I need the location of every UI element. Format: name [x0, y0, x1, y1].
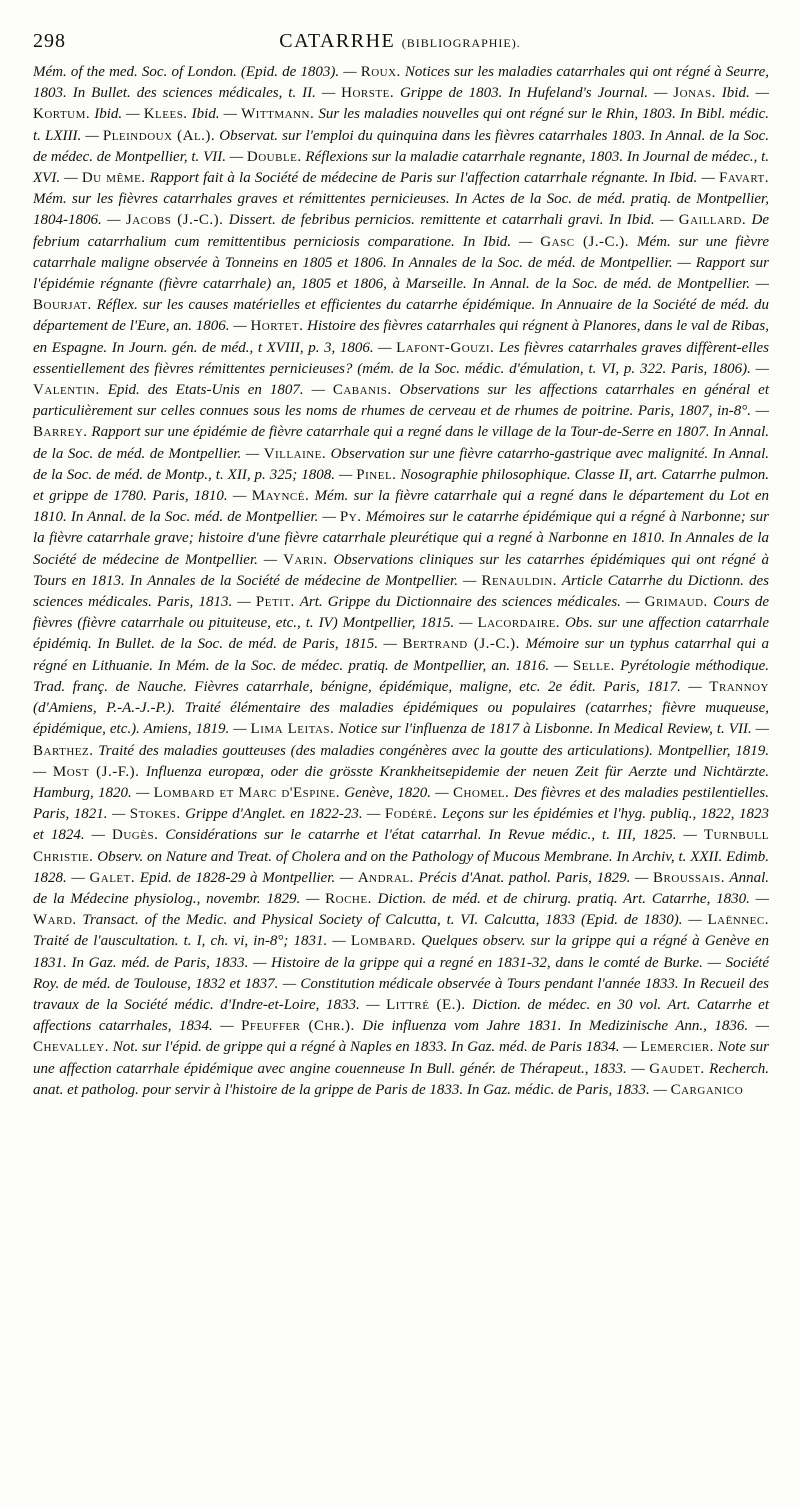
citation-text: Ibid. —: [90, 106, 144, 123]
citation-text: Art. Grippe du Dictionnaire des sciences médicales. —: [294, 594, 645, 611]
citation-text: Mém. sur une fièvre catarrhale maligne observée à Tonneins en 1805 et 1806. In Annales de la Soc. de méd. de Montpellier. — Rapport sur l'épidémie régnante (fièvre catarrhale) an, 1805 et 1806, à Marseille. In Annal. de la Soc. de méd. de Montpellier. —: [33, 233, 769, 293]
citation-text: Dissert. de febribus pernicios. remittente et catarrhali gravi. In Ibid. —: [223, 212, 679, 229]
author-name: Pleindoux (Al.).: [102, 127, 216, 144]
author-name: Gasc (J.-C.).: [540, 233, 630, 250]
citation-text: Ibid. —: [187, 106, 242, 123]
author-name: Roux.: [360, 64, 401, 80]
citation-text: Réflexions sur la maladie catarrhale regnante, 1803. In Journal de médec., t. XVI. —: [33, 148, 770, 187]
author-name: Roche.: [325, 890, 372, 907]
citation-text: Grippe de 1803. In Hufeland's Journal. —: [394, 85, 674, 102]
author-name: Pfeuffer (Chr.).: [241, 1018, 355, 1035]
author-name: Trannoy: [709, 678, 769, 695]
author-name: Bertrand (J.-C.).: [402, 636, 520, 653]
author-name: Laënnec.: [707, 912, 769, 929]
citation-text: Précis d'Anat. pathol. Paris, 1829. —: [413, 869, 654, 886]
author-name: Bourjat.: [33, 297, 92, 314]
author-name: Lombard et Marc d'Espine.: [153, 784, 340, 801]
citation-text: Genève, 1820. —: [339, 784, 453, 801]
citation-text: Rapport fait à la Société de médecine de Paris sur l'affection catarrhale régnante. In Ibid. —: [145, 170, 719, 187]
citation-text: Die influenza vom Jahre 1831. In Medizinische Ann., 1836. —: [354, 1018, 769, 1035]
author-name: Andral.: [357, 869, 414, 886]
citation-text: Sur les maladies nouvelles qui ont régné sur le Rhin, 1803. In Bibl. médic. t. LXIII. —: [33, 106, 770, 144]
citation-text: Grippe d'Anglet. en 1822-23. —: [180, 806, 385, 823]
citation-text: Mém. sur les fièvres catarrhales graves et rémittentes pernicieuses. In Actes de la Soc. de méd. pratiq. de Montpellier, 1804-1806. —: [33, 191, 769, 229]
author-name: Cabanis.: [332, 382, 392, 399]
citation-text: Mémoire sur un typhus catarrhal qui a régné en Lithuanie. In Mém. de la Soc. de médec. pratiq. de Montpellier, an. 1816. —: [33, 636, 769, 674]
citation-text: Annal. de la Médecine physiolog., novembr. 1829. —: [33, 869, 769, 907]
author-name: Mayncé.: [251, 488, 310, 505]
author-name: Varin.: [283, 551, 328, 568]
citation-text: Transact. of the Medic. and Physical Society of Calcutta, t. VI. Calcutta, 1833 (Epid. de 1830). —: [76, 912, 708, 929]
citation-text: Observ. on Nature and Treat. of Cholera and on the Pathology of Mucous Membrane. In Archiv, t. XXII. Edimb. 1828. —: [33, 848, 769, 886]
author-name: Dugès.: [112, 827, 159, 844]
author-name: Favart.: [719, 170, 769, 187]
author-name: Kortum.: [33, 106, 91, 123]
author-name: Villaine.: [263, 445, 327, 462]
bibliography-text: [33, 62, 769, 1101]
citation-text: Nosographie philosophique. Classe II, art. Catarrhe pulmon. et grippe de 1780. Paris, 1810. —: [33, 466, 769, 505]
citation-text: Réflex. sur les causes matérielles et efficientes du catarrhe épidémique. In Annuaire de la Société de méd. du département de l'Eure, an. 1806. —: [33, 297, 769, 335]
author-name: Valentin.: [33, 382, 100, 399]
citation-text: Mém. sur la fièvre catarrhale qui a regné dans le département du Lot en 1810. In Annal. de la Soc. méd. de Montpellier. —: [33, 488, 769, 526]
citation-text: Not. sur l'épid. de grippe qui a régné à Naples en 1833. In Gaz. méd. de Paris 1834. —: [109, 1039, 641, 1056]
author-name: Grimaud.: [644, 594, 708, 611]
author-name: Double.: [246, 148, 302, 165]
citation-text: Histoire des fièvres catarrhales qui régnent à Planores, dans le val de Ribas, en Espagne. In Journ. gén. de méd., t XVIII, p. 3, 1806. —: [33, 318, 769, 356]
citation-text: Diction. de médec. en 30 vol. Art. Catarrhe et affections catarrhales, 1834. —: [33, 996, 769, 1035]
citation-text: Notice sur l'influenza de 1817 à Lisbonne. In Medical Review, t. VII. —: [334, 721, 770, 738]
author-name: Horste.: [341, 85, 395, 102]
citation-text: Traité de l'auscultation. t. I, ch. vi, in-8°; 1831. —: [33, 933, 351, 950]
author-name: Barthez.: [33, 742, 94, 759]
author-name: Hortet.: [250, 318, 304, 335]
citation-text: Cours de fièvres (fièvre catarrhale ou pituiteuse, etc., t. IV) Montpellier, 1815. —: [33, 594, 769, 632]
citation-text: Observation sur une fièvre catarrho-gastrique avec malignité. In Annal. de la Soc. de méd. de Montp., t. XII, p. 325; 1808. —: [33, 445, 769, 483]
author-name: Gaillard.: [678, 212, 747, 229]
author-name: Du même.: [81, 170, 146, 187]
author-name: Chomel.: [452, 784, 510, 801]
author-name: Turnbull Christie.: [33, 827, 769, 865]
citation-text: Observations cliniques sur les catarrhes épidémiques qui ont régné à Tours en 1813. In Annales de la Société de médecine de Montpellier. —: [33, 551, 769, 589]
citation-text: Mémoires sur le catarrhe épidémique qui a régné à Narbonne; sur la fièvre catarrhale grave; histoire d'une fièvre catarrhale pleurétique qui a regné à Narbonne en 1810. In Annales de la Société de médecine de Montpellier. —: [33, 509, 769, 568]
author-name: Stokes.: [129, 806, 181, 823]
citation-text: Epid. de 1828-29 à Montpellier. —: [135, 869, 358, 886]
author-name: Galet.: [89, 869, 136, 886]
author-name: Lima Leitas.: [250, 721, 335, 738]
author-name: Lacordaire.: [477, 615, 561, 632]
author-name: Wittmann.: [241, 106, 315, 123]
citation-text: Les fièvres catarrhales graves diffèrent-elles essentiellement des fièvres rémittentes pernicieuses? (mém. de la Soc. médic. d'émulation, t. VI, p. 322. Paris, 1806). —: [33, 339, 769, 377]
author-name: Carganico: [670, 1081, 744, 1098]
citation-text: Observations sur les affections catarrhales en général et particulièrement sur celles connues sous les noms de rhumes de cerveau et de rhumes de poitrine. Paris, 1807, in-8°. —: [33, 382, 769, 420]
citation-text: Note sur une affection catarrhale épidémique avec angine couenneuse In Bull. génér. de Thérapeut., 1833. —: [33, 1039, 769, 1077]
page-header: [33, 30, 767, 60]
author-name: Barrey.: [33, 424, 88, 441]
author-name: Jacobs (J.-C.).: [125, 212, 224, 229]
citation-text: Notices sur les maladies catarrhales qui ont régné à Seurre, 1803. In Bullet. des sciences médicales, t. II. —: [33, 64, 770, 102]
author-name: Littré (E.).: [386, 996, 466, 1013]
author-name: Lafont-Gouzi.: [396, 339, 495, 356]
citation-text: Obs. sur une affection catarrhale épidémiq. In Bullet. de la Soc. de méd. de Paris, 1815. —: [33, 615, 770, 653]
citation-text: Mém. of the med. Soc. of London. (Epid. de 1803). —: [33, 64, 361, 80]
citation-text: Considérations sur le catarrhe et l'état catarrhal. In Revue médic., t. III, 1825. —: [158, 827, 704, 844]
author-name: Py.: [339, 509, 362, 526]
citation-text: Traité des maladies goutteuses (des maladies congénères avec la goutte des articulations). Montpellier, 1819. —: [33, 742, 769, 780]
citation-text: Des fièvres et des maladies pestilentielles. Paris, 1821. —: [33, 784, 769, 823]
citation-text: Quelques observ. sur la grippe qui a régné à Genève en 1831. In Gaz. méd. de Paris, 1833. — Histoire de la grippe qui a regné en 1831-32, dans le comté de Burke. — Société Roy. de méd. de Toulouse, 1832 et 1837. — Constitution médicale observée à Tours pendant l'année 1833. In Recueil des travaux de la Société médic. d'Indre-et-Loire, 1833. —: [33, 933, 770, 1013]
citation-text: Pyrétologie méthodique. Trad. franç. de Nauche. Fièvres catarrhale, bénigne, épidémique, maligne, etc. 2e édit. Paris, 1817. —: [33, 657, 769, 695]
author-name: Klees.: [143, 106, 188, 123]
citation-text: Rapport sur une épidémie de fièvre catarrhale qui a regné dans le village de la Tour-de-Serre en 1807. In Annal. de la Soc. de méd. de Montpellier. —: [33, 424, 769, 462]
author-name: Lombard.: [350, 933, 417, 950]
citation-text: Recherch. anat. et patholog. pour servir à l'histoire de la grippe de Paris de 1833. In Gaz. médic. de Paris, 1833. —: [33, 1060, 770, 1098]
author-name: Gaudet.: [649, 1060, 705, 1077]
running-title-main: CATARRHE: [279, 30, 396, 52]
author-name: Lemercier.: [640, 1039, 714, 1056]
citation-text: Ibid. —: [715, 85, 769, 102]
running-title: [33, 30, 767, 53]
citation-text: (d'Amiens, P.-A.-J.-P.). Traité élémentaire des maladies épidémiques ou populaires (catarrhes; fièvre muqueuse, épidémique, etc.). Amiens, 1819. —: [33, 700, 769, 738]
author-name: Fodéré.: [384, 806, 438, 823]
page-number: 298: [33, 30, 66, 52]
author-name: Selle.: [572, 657, 615, 674]
citation-text: Observat. sur l'emploi du quinquina dans les fièvres catarrhales 1803. In Annal. de la Soc. de médec. de Montpellier, t. VII. —: [33, 127, 769, 165]
author-name: Jonas.: [673, 85, 716, 102]
citation-text: Influenza europœa, oder die grösste Krankheitsepidemie der neuen Zeit für Aerzte und Nichtärzte. Hamburg, 1820. —: [33, 763, 769, 801]
citation-text: De febrium catarrhalium cum remittentibus perniciosis comparatione. In Ibid. —: [33, 212, 769, 250]
bibliography-paragraph: [33, 62, 769, 1101]
author-name: Broussais.: [653, 869, 725, 886]
citation-text: Diction. de méd. et de chirurg. pratiq. Art. Catarrhe, 1830. —: [371, 890, 769, 907]
running-title-sub: (BIBLIOGRAPHIE).: [401, 36, 521, 50]
author-name: Most (J.-F.).: [52, 763, 140, 780]
author-name: Ward.: [33, 912, 77, 929]
author-name: Petit.: [255, 594, 295, 611]
citation-text: Article Catarrhe du Dictionn. des sciences médicales. Paris, 1813. —: [33, 572, 769, 611]
author-name: Chevalley.: [33, 1039, 109, 1056]
author-name: Pinel.: [356, 466, 397, 483]
citation-text: Leçons sur les épidémies et l'hyg. publiq., 1822, 1823 et 1824. —: [33, 806, 769, 844]
author-name: Renauldin.: [481, 572, 558, 589]
citation-text: Epid. des Etats-Unis en 1807. —: [99, 382, 333, 399]
